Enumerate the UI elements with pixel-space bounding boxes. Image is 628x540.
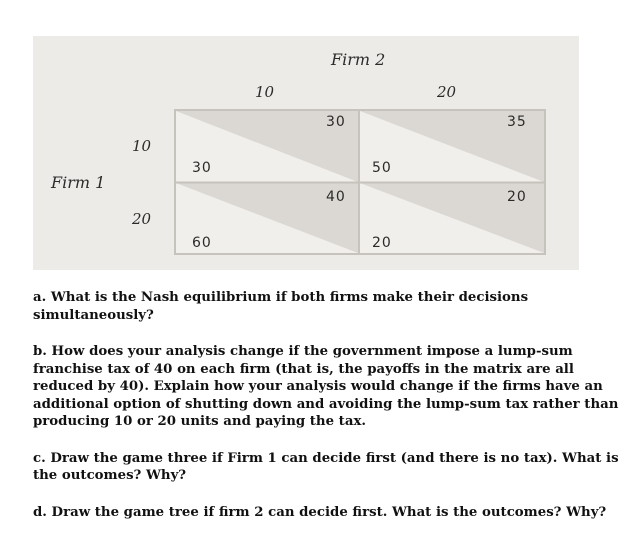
question-b: b. How does your analysis change if the government impose a lump-sum franchise tax of 40 on each firm (that is, the payoffs in the matrix are all reduced by 40). Explain how your analysis would change if the firms have an additional option of shutting down and avoiding the lump-sum tax rather than producing 10 or 20 units and paying the tax. bbox=[33, 344, 619, 429]
column-player-label: Firm 2 bbox=[331, 50, 386, 69]
column-label-10: 10 bbox=[255, 83, 275, 101]
matrix-cells bbox=[176, 111, 544, 253]
payoff-matrix-figure bbox=[33, 36, 579, 270]
payoff-firm2-r1c1: 30 bbox=[326, 114, 346, 130]
row-player-label: Firm 1 bbox=[51, 173, 106, 192]
payoff-firm2-r1c2: 35 bbox=[507, 114, 527, 130]
question-c: c. Draw the game three if Firm 1 can decide first (and there is no tax). What is the outcomes? Why? bbox=[33, 450, 619, 483]
question-d: d. Draw the game tree if firm 2 can decide first. What is the outcomes? Why? bbox=[33, 504, 607, 520]
payoff-matrix bbox=[174, 109, 546, 255]
payoff-firm2-r2c2: 20 bbox=[507, 189, 527, 205]
payoff-firm2-r2c1: 40 bbox=[326, 189, 346, 205]
question-a: a. What is the Nash equilibrium if both firms make their decisions simultaneously? bbox=[33, 290, 529, 323]
question-list bbox=[33, 289, 625, 540]
payoff-firm1-r2c2: 20 bbox=[372, 235, 392, 251]
payoff-firm1-r2c1: 60 bbox=[192, 235, 212, 251]
row-label-20: 20 bbox=[132, 210, 152, 228]
row-label-10: 10 bbox=[132, 137, 152, 155]
payoff-firm1-r1c2: 50 bbox=[372, 160, 392, 176]
payoff-firm1-r1c1: 30 bbox=[192, 160, 212, 176]
column-label-20: 20 bbox=[437, 83, 457, 101]
